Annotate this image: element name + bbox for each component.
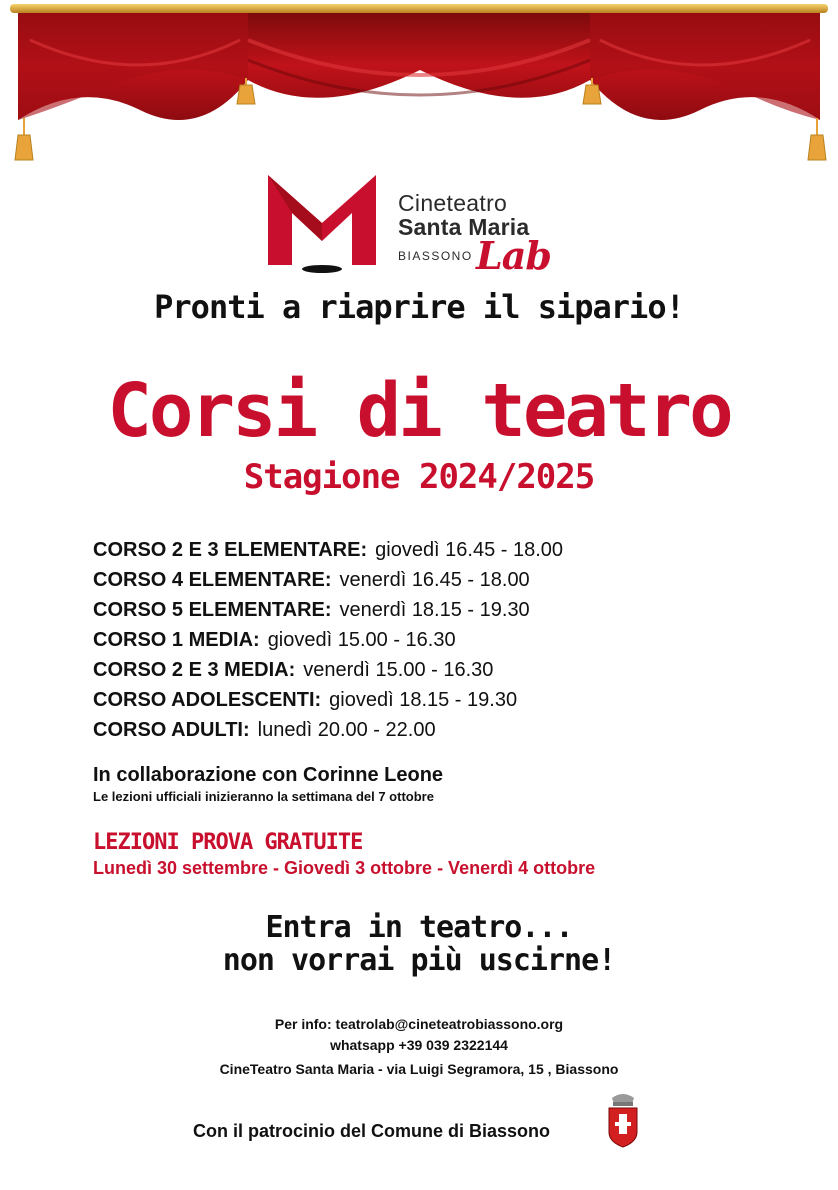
- course-time: giovedì 15.00 - 16.30: [267, 629, 456, 651]
- logo-location: BIASSONO: [398, 249, 473, 263]
- municipality-crest-icon: [606, 1090, 640, 1148]
- free-trial-dates: Lunedì 30 settembre - Giovedì 3 ottobre - Venerdì 4 ottobre: [93, 858, 596, 878]
- logo-name-line2: Santa Maria: [398, 214, 530, 240]
- course-time: giovedì 18.15 - 19.30: [329, 689, 518, 711]
- contact-address: CineTeatro Santa Maria - via Luigi Segramora, 15 , Biassono: [219, 1061, 619, 1077]
- logo-lab-script: Lab: [476, 233, 551, 278]
- lessons-start-text: Le lezioni ufficiali inizieranno la settimana del 7 ottobre: [93, 789, 434, 804]
- course-name: CORSO 5 ELEMENTARE:: [93, 599, 332, 621]
- page-title: Corsi di teatro: [107, 368, 731, 454]
- course-name: CORSO 4 ELEMENTARE:: [93, 569, 332, 591]
- course-time: venerdì 18.15 - 19.30: [339, 599, 530, 621]
- course-time: venerdì 16.45 - 18.00: [339, 569, 530, 591]
- tagline: Pronti a riaprire il sipario!: [154, 288, 684, 326]
- slogan-line1: Entra in teatro...: [265, 910, 573, 945]
- course-row: [93, 568, 563, 598]
- course-row: [93, 658, 563, 688]
- course-time: lunedì 20.00 - 22.00: [257, 719, 436, 741]
- course-row: [93, 598, 563, 628]
- logo-name-line1: Cineteatro: [398, 190, 508, 216]
- course-row: [93, 718, 563, 748]
- course-name: CORSO 1 MEDIA:: [93, 629, 260, 651]
- free-trial-title: LEZIONI PROVA GRATUITE: [93, 830, 363, 855]
- theater-curtain-icon: [0, 0, 838, 170]
- course-name: CORSO ADOLESCENTI:: [93, 689, 322, 711]
- course-name: CORSO ADULTI:: [93, 719, 250, 741]
- course-row: [93, 688, 563, 718]
- patronage-text: Con il patrocinio del Comune di Biassono: [193, 1121, 551, 1141]
- cineteatro-logo-icon: [266, 173, 378, 275]
- contact-whatsapp: whatsapp +39 039 2322144: [330, 1037, 508, 1053]
- course-name: CORSO 2 E 3 MEDIA:: [93, 659, 296, 681]
- course-list: [93, 538, 563, 748]
- course-row: [93, 538, 563, 568]
- course-row: [93, 628, 563, 658]
- course-name: CORSO 2 E 3 ELEMENTARE:: [93, 539, 368, 561]
- slogan-line2: non vorrai più uscirne!: [222, 943, 616, 978]
- collaboration-text: In collaborazione con Corinne Leone: [93, 764, 444, 786]
- course-time: venerdì 15.00 - 16.30: [303, 659, 494, 681]
- season-subtitle: Stagione 2024/2025: [243, 457, 595, 497]
- course-time: giovedì 16.45 - 18.00: [375, 539, 564, 561]
- contact-email[interactable]: Per info: teatrolab@cineteatrobiassono.org: [274, 1016, 564, 1032]
